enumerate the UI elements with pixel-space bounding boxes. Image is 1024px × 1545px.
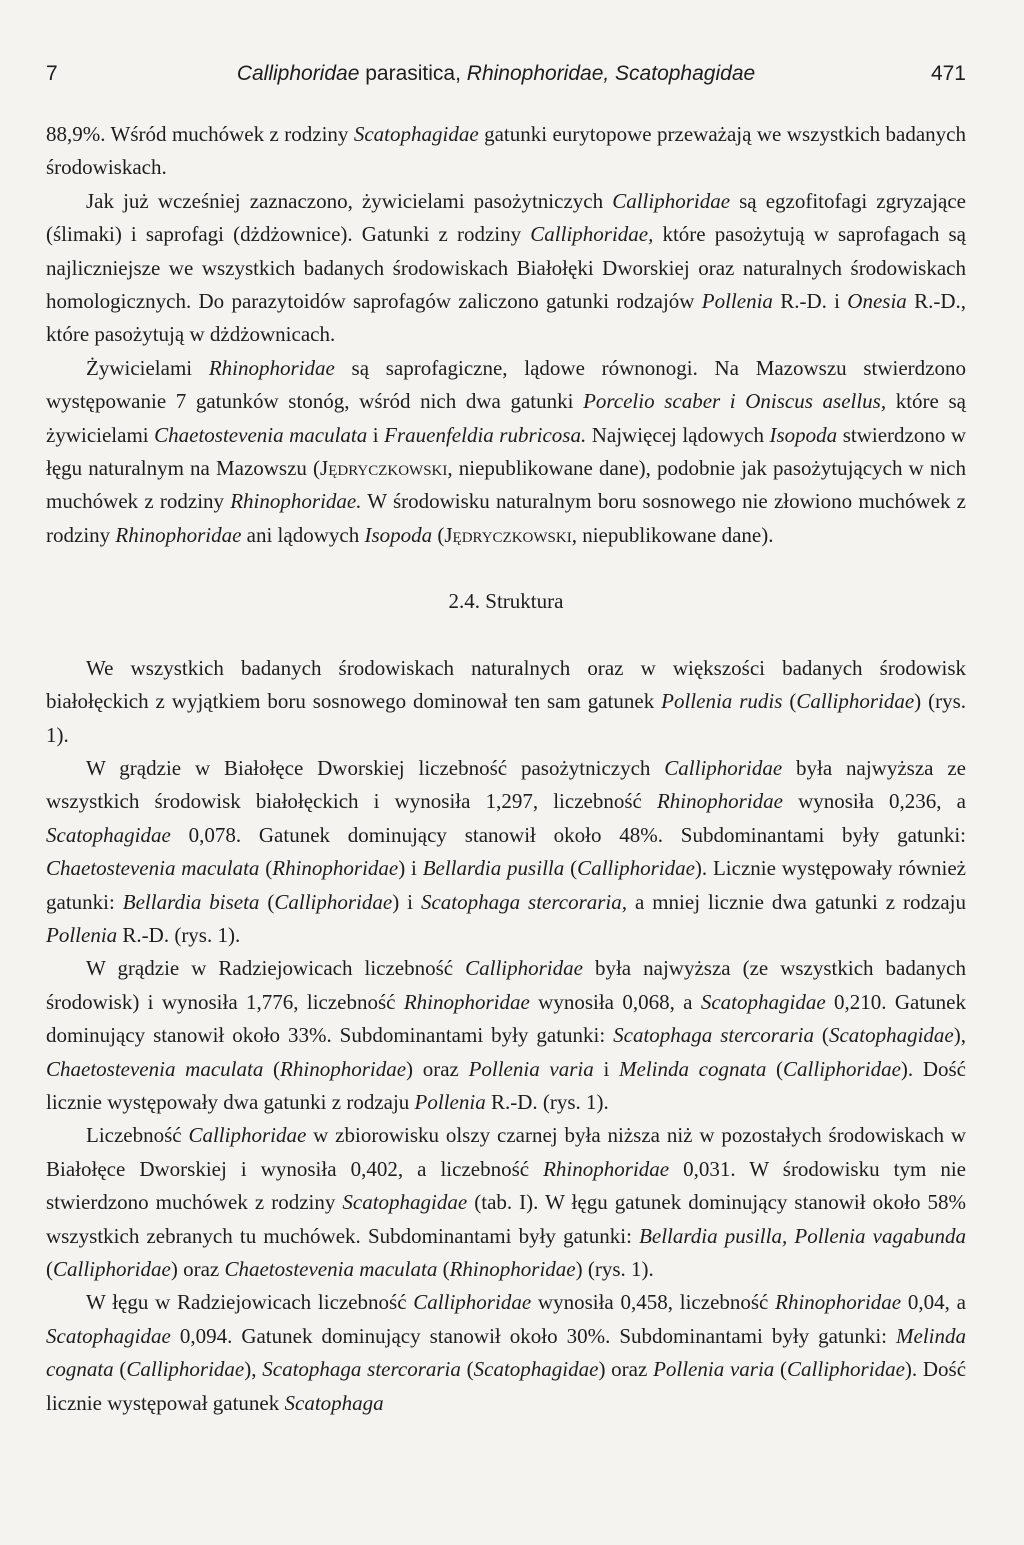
running-title — [86, 62, 906, 86]
italic-term: Rhinophoridae — [403, 989, 530, 1014]
italic-term: Isopoda — [769, 422, 838, 447]
text-run: Liczebność — [86, 1123, 189, 1148]
body-text — [46, 118, 966, 1420]
italic-term: Calliphoridae — [796, 689, 915, 714]
text-run: ), — [244, 1357, 263, 1382]
text-run: ) oraz — [598, 1357, 654, 1382]
italic-term: Calliphoridae — [577, 856, 695, 881]
italic-term: Calliphoridae — [188, 1123, 307, 1148]
italic-term: Scatophagidae — [700, 989, 826, 1014]
italic-term: Rhinophoridae — [656, 789, 783, 814]
italic-term: Scatophaga stercoraria — [262, 1357, 461, 1382]
italic-term: Bellardia pusilla — [422, 856, 565, 881]
text-run: R.-D. (rys. 1). — [485, 1089, 609, 1114]
italic-term: Porcelio scaber i Oniscus asellus, — [583, 389, 887, 414]
italic-term: Calliphoridae — [465, 956, 583, 981]
italic-term: Melinda cognata — [619, 1056, 767, 1081]
italic-term: Rhinophoridae — [449, 1257, 576, 1281]
text-run: wynosiła 0,236, a — [782, 789, 966, 814]
text-run: są saprofagiczne, lądowe równonogi. Na Mazowszu stwierdzono występowanie 7 gatunków stonóg, wśród nich dwa gatunki — [46, 355, 966, 414]
italic-term: Scatophagidae — [46, 1323, 171, 1348]
text-run: ( — [766, 1056, 784, 1081]
running-title-part-3: Rhinophoridae, Scatophagidae — [466, 62, 756, 85]
running-title-part-2: parasitica, — [359, 62, 467, 85]
italic-term: Calliphoridae — [274, 889, 393, 914]
section-heading — [46, 585, 966, 618]
text-run: 0,210. Gatunek dominujący stanowił około 33%. Subdominantami były gatunki: — [46, 989, 966, 1048]
text-run: ( — [460, 1357, 474, 1382]
text-run: Najwięcej lądowych — [586, 422, 770, 447]
text-run: R.-D. i — [772, 289, 848, 314]
text-run: ) oraz — [406, 1056, 469, 1081]
text-run: ( — [263, 1056, 281, 1081]
text-run: ), — [953, 1023, 966, 1048]
italic-term: Rhinophoridae — [280, 1056, 407, 1081]
italic-term: Rhinophoridae. — [230, 489, 362, 514]
text-run: w zbiorowisku olszy czarnej była niższa niż w pozostałych środowiskach w Białołęce Dworskiej i wynosiła 0,402, a liczebność — [46, 1123, 966, 1181]
text-run: ) i — [392, 889, 421, 914]
text-run: 88,9%. Wśród muchówek z rodziny — [46, 122, 354, 146]
italic-term: Pollenia rudis — [661, 689, 783, 714]
text-run: ) (rys. 1). — [46, 689, 966, 747]
italic-term: Chaetostevenia maculata — [46, 1056, 264, 1081]
text-run: ani lądowych — [241, 522, 365, 547]
text-run: 0,04, a — [901, 1290, 966, 1315]
italic-term: Calliphoridae — [612, 188, 731, 213]
text-run: ( — [564, 856, 578, 881]
italic-term: Bellardia pusilla, Pollenia vagabunda — [639, 1223, 966, 1248]
italic-term: Calliphoridae, — [530, 222, 654, 247]
italic-term: Calliphoridae — [126, 1357, 245, 1382]
text-run: ) (rys. 1). — [575, 1257, 654, 1281]
italic-term: Rhinophoridae — [775, 1290, 902, 1315]
italic-term: Scatophagidae — [828, 1023, 954, 1048]
paragraph — [46, 752, 966, 952]
italic-term: Rhinophoridae — [272, 856, 399, 881]
text-run: , niepublikowane dane), podobnie jak pasożytujących w nich muchówek z rodziny — [46, 456, 966, 514]
text-run: (tab. I). W łęgu gatunek dominujący stanowił około 58% wszystkich zebranych tu muchówek. Subdominantami były gatunki: — [46, 1190, 966, 1248]
paragraph — [46, 185, 966, 352]
italic-term: Pollenia — [701, 289, 773, 314]
italic-term: Frauenfeldia rubricosa. — [384, 422, 587, 447]
text-run: są egzofitofagi zgryzające (ślimaki) i saprofagi (dżdżownice). Gatunki z rodziny — [46, 188, 966, 247]
italic-term: Calliphoridae — [664, 755, 783, 780]
italic-term: Scatophagidae — [473, 1357, 599, 1382]
text-run: wynosiła 0,068, a — [529, 989, 701, 1014]
italic-term: Rhinophoridae — [543, 1156, 670, 1181]
italic-term: Pollenia varia — [468, 1056, 594, 1081]
italic-term: Chaetostevenia maculata — [46, 856, 260, 881]
text-run: ) i — [398, 856, 423, 881]
italic-term: Pollenia varia — [653, 1357, 775, 1382]
text-run: W środowisku naturalnym boru sosnowego nie złowiono muchówek z rodziny — [46, 489, 966, 547]
text-run: ). Dość licznie występował gatunek — [46, 1357, 967, 1415]
text-run: ( — [259, 889, 275, 914]
text-run: R.-D., które pasożytują w dżdżownicach. — [46, 289, 967, 347]
text-run: a mniej licznie dwa gatunki z rodzaju — [627, 889, 966, 914]
text-run: W grądzie w Radziejowicach liczebność — [86, 956, 466, 981]
text-run: W łęgu w Radziejowicach liczebność — [86, 1290, 414, 1315]
text-run: ( — [46, 1257, 53, 1281]
text-run: stwierdzono w łęgu naturalnym na Mazowszu ( — [46, 422, 967, 481]
text-run: We wszystkich badanych środowiskach naturalnych oraz w większości badanych środowisk białołęckich z wyjątkiem boru sosnowego dominował ten sam gatunek — [46, 655, 966, 714]
italic-term: Pollenia — [46, 922, 118, 947]
italic-term: Scatophaga stercoraria, — [420, 889, 628, 914]
text-run: ( — [432, 522, 445, 547]
text-run: ). Dość licznie występowały dwa gatunki z rodzaju — [46, 1056, 966, 1114]
italic-term: Scatophaga — [284, 1390, 384, 1415]
text-run: ( — [259, 856, 273, 881]
text-run: W grądzie w Białołęce Dworskiej liczebność pasożytniczych — [86, 755, 665, 780]
italic-term: Scatophaga stercoraria — [613, 1023, 814, 1048]
italic-term: Calliphoridae — [787, 1357, 905, 1382]
text-run: ( — [437, 1257, 450, 1281]
text-run: które pasożytują w saprofagach są najliczniejsze we wszystkich badanych środowiskach Białołęki Dworskiej oraz naturalnych środowiskach homologicznych. Do parazytoidów saprofagów zaliczono gatunki rodzajów — [46, 222, 966, 314]
text-run: 0,031. W środowisku tym nie stwierdzono muchówek z rodziny — [46, 1156, 966, 1215]
italic-term: Chaetostevenia maculata — [154, 422, 368, 447]
text-run: była najwyższa (ze wszystkich badanych środowisk) i wynosiła 1,776, liczebność — [46, 956, 966, 1014]
text-run: ( — [813, 1023, 829, 1048]
text-run: ( — [113, 1357, 127, 1382]
italic-term: Rhinophoridae — [208, 355, 335, 380]
text-run: 2.4. Struktura — [448, 589, 564, 614]
text-run: ( — [774, 1357, 788, 1382]
text-run: i — [367, 422, 385, 447]
text-run: które są żywicielami — [46, 389, 966, 447]
italic-term: Bellardia biseta — [122, 889, 260, 914]
italic-term: Calliphoridae — [53, 1257, 171, 1281]
italic-term: Pollenia — [414, 1089, 486, 1114]
paragraph — [46, 952, 966, 1119]
italic-term: Scatophagidae — [46, 822, 171, 847]
running-title-part-1: Calliphoridae — [236, 62, 360, 85]
text-run: 0,078. Gatunek dominujący stanowił około 48%. Subdominantami były gatunki: — [170, 822, 966, 847]
italic-term: Melinda cognata — [46, 1323, 966, 1382]
text-run: R.-D. (rys. 1). — [117, 922, 241, 947]
author-name: Jędryczkowski — [320, 456, 448, 481]
text-run: 0,094. Gatunek dominujący stanowił około 30%. Subdominantami były gatunki: — [170, 1323, 897, 1348]
page-number: 471 — [930, 62, 966, 85]
text-run: ( — [782, 689, 797, 714]
italic-term: Scatophagidae — [353, 122, 479, 146]
text-run: ). Licznie występowały również gatunki: — [46, 856, 966, 914]
italic-term: Isopoda — [364, 522, 433, 547]
italic-term: Rhinophoridae — [115, 522, 242, 547]
text-run: gatunki eurytopowe przeważają we wszystkich badanych środowiskach. — [46, 122, 966, 180]
text-run: i — [593, 1056, 619, 1081]
italic-term: Scatophagidae — [342, 1190, 468, 1215]
paragraph — [46, 352, 966, 552]
paragraph — [46, 652, 966, 752]
paragraph — [46, 1119, 966, 1286]
text-run: wynosiła 0,458, liczebność — [531, 1290, 776, 1315]
text-run: Żywicielami — [86, 355, 209, 380]
italic-term: Chaetostevenia maculata — [224, 1257, 438, 1281]
text-run: ) oraz — [170, 1257, 225, 1281]
text-run: Jak już wcześniej zaznaczono, żywicielami pasożytniczych — [86, 188, 613, 213]
italic-term: Onesia — [847, 289, 907, 314]
paragraph — [46, 118, 966, 185]
chapter-number: 7 — [46, 62, 58, 85]
text-run: była najwyższa ze wszystkich środowisk białołęckich i wynosiła 1,297, liczebność — [46, 755, 966, 814]
paragraph — [46, 1286, 966, 1420]
author-name: Jędryczkowski — [444, 522, 572, 547]
text-run: , niepublikowane dane). — [571, 522, 774, 547]
italic-term: Calliphoridae — [413, 1290, 532, 1315]
running-header — [46, 62, 966, 92]
italic-term: Calliphoridae — [783, 1056, 901, 1081]
